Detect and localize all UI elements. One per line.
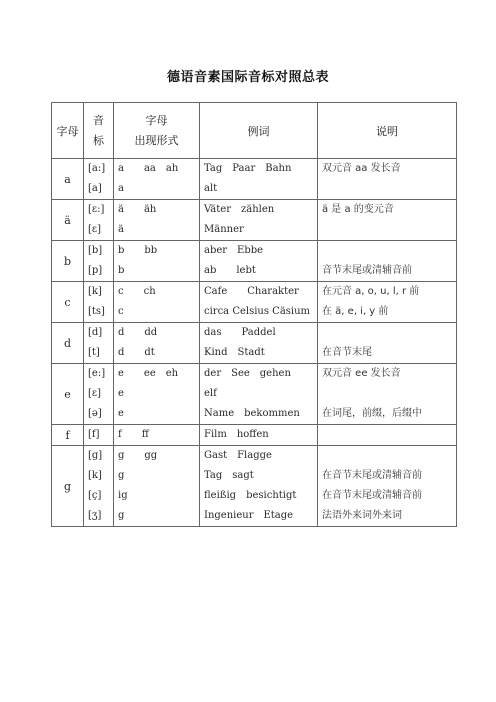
header-ipa-line: 标	[93, 133, 104, 147]
ipa-line: [ʒ]	[88, 510, 102, 521]
forms-line: b bb	[118, 245, 158, 256]
table-row	[52, 425, 457, 446]
example-line: Film hoffen	[204, 429, 269, 440]
note-line: 在元音 a, o, u, l, r 前	[322, 286, 420, 297]
example-line: elf	[204, 388, 217, 399]
ipa-cell	[84, 323, 114, 364]
note-line	[318, 323, 456, 343]
example-line: Ingenieur Etage	[204, 510, 294, 521]
letter-cell: d	[52, 323, 84, 364]
forms-line: e	[118, 408, 124, 419]
letter-cell: b	[52, 241, 84, 282]
examples-cell	[200, 364, 318, 425]
ipa-line: [a:]	[88, 163, 106, 174]
header-examples: 例词	[200, 103, 318, 159]
ipa-cell	[84, 425, 114, 446]
note-line	[318, 384, 456, 404]
forms-line: g	[118, 470, 125, 481]
ipa-cell	[84, 159, 114, 200]
ipa-line: [ɛ:]	[88, 204, 105, 215]
ipa-line: [g]	[88, 450, 103, 461]
example-line: circa Celsius Cäsium	[204, 306, 311, 317]
ipa-line: [ts]	[88, 306, 105, 317]
example-line: Männer	[204, 224, 244, 235]
example-line: das Paddel	[204, 327, 276, 338]
letter-cell: f	[52, 425, 84, 446]
ipa-cell	[84, 446, 114, 527]
note-line: 在音节末尾	[322, 347, 372, 358]
ipa-line: [ɛ]	[88, 388, 101, 399]
example-line: Tag sagt	[204, 470, 254, 481]
notes-cell	[318, 241, 457, 282]
note-line: 在词尾，前缀，后缀中	[322, 408, 422, 419]
example-line: Name bekommen	[204, 408, 300, 419]
ipa-line: [b]	[88, 245, 103, 256]
header-row	[52, 103, 457, 159]
examples-cell	[200, 446, 318, 527]
page-title: 德语音素国际音标对照总表	[166, 70, 329, 85]
forms-cell	[114, 241, 200, 282]
notes-cell	[318, 425, 457, 446]
example-line: alt	[204, 183, 218, 194]
forms-cell	[114, 159, 200, 200]
letter-cell: c	[52, 282, 84, 323]
header-ipa-line: 音	[93, 113, 104, 127]
note-line	[318, 425, 456, 445]
forms-line: e	[118, 388, 124, 399]
example-line: Gast Flagge	[204, 450, 272, 461]
table-row	[52, 446, 457, 527]
forms-cell	[114, 200, 200, 241]
forms-line: ä äh	[118, 204, 157, 215]
ipa-line: [k]	[88, 470, 102, 481]
ipa-line: [k]	[88, 286, 102, 297]
ipa-line: [e:]	[88, 368, 106, 379]
example-line: fleißig besichtigt	[204, 490, 297, 501]
table-row	[52, 200, 457, 241]
forms-cell	[114, 425, 200, 446]
forms-line: d dd	[118, 327, 158, 338]
ipa-line: [t]	[88, 347, 100, 358]
note-line	[318, 446, 456, 466]
note-line: 在 ä, e, i, y 前	[322, 306, 389, 317]
letter-cell: ä	[52, 200, 84, 241]
examples-cell	[200, 425, 318, 446]
forms-cell	[114, 446, 200, 527]
letter-cell: e	[52, 364, 84, 425]
table-row	[52, 364, 457, 425]
note-line: 在音节末尾或清辅音前	[322, 470, 422, 481]
forms-line: a	[118, 183, 124, 194]
note-line	[318, 241, 456, 261]
forms-line: ig	[118, 490, 128, 501]
ipa-cell	[84, 241, 114, 282]
example-line: ab lebt	[204, 265, 256, 276]
letter-cell: a	[52, 159, 84, 200]
examples-cell	[200, 282, 318, 323]
header-ipa	[84, 103, 114, 159]
ipa-line: [ə]	[88, 408, 102, 419]
forms-line: a aa ah	[118, 163, 179, 174]
forms-line: b	[118, 265, 125, 276]
letter-cell: g	[52, 446, 84, 527]
forms-line: e ee eh	[118, 368, 179, 379]
table-row	[52, 282, 457, 323]
header-forms	[114, 103, 200, 159]
ipa-line: [f]	[88, 429, 100, 440]
forms-line: ä	[118, 224, 124, 235]
header-forms-line: 出现形式	[134, 133, 179, 147]
notes-cell	[318, 323, 457, 364]
note-line: 法语外来词外来词	[322, 510, 402, 521]
notes-cell	[318, 159, 457, 200]
notes-cell	[318, 282, 457, 323]
examples-cell	[200, 323, 318, 364]
ipa-line: [p]	[88, 265, 103, 276]
forms-cell	[114, 282, 200, 323]
forms-line: c ch	[118, 286, 156, 297]
forms-line: f ff	[118, 429, 149, 440]
header-notes: 说明	[318, 103, 457, 159]
example-line: Cafe Charakter	[204, 286, 299, 297]
example-line: der See gehen	[204, 368, 291, 379]
forms-line: g gg	[118, 450, 158, 461]
forms-cell	[114, 364, 200, 425]
ipa-line: [d]	[88, 327, 103, 338]
example-line: aber Ebbe	[204, 245, 264, 256]
ipa-line: [ɛ]	[88, 224, 101, 235]
note-line: 音节末尾或清辅音前	[322, 265, 412, 276]
header-letter: 字母	[52, 103, 84, 159]
table-row	[52, 159, 457, 200]
ipa-line: [ç]	[88, 490, 102, 501]
note-line	[318, 220, 456, 240]
example-line: Kind Stadt	[204, 347, 265, 358]
ipa-line: [a]	[88, 183, 102, 194]
note-line: 在音节末尾或清辅音前	[322, 490, 422, 501]
examples-cell	[200, 159, 318, 200]
example-line: Tag Paar Bahn	[204, 163, 292, 174]
table-row	[52, 323, 457, 364]
phoneme-table	[51, 102, 457, 527]
note-line: 双元音 aa 发长音	[322, 163, 401, 174]
forms-cell	[114, 323, 200, 364]
note-line: ä 是 a 的变元音	[322, 204, 394, 215]
notes-cell	[318, 446, 457, 527]
ipa-cell	[84, 200, 114, 241]
note-line: 双元音 ee 发长音	[322, 368, 401, 379]
examples-cell	[200, 200, 318, 241]
examples-cell	[200, 241, 318, 282]
ipa-cell	[84, 282, 114, 323]
ipa-cell	[84, 364, 114, 425]
notes-cell	[318, 200, 457, 241]
table-row	[52, 241, 457, 282]
note-line	[318, 179, 456, 199]
header-forms-line: 字母	[145, 113, 168, 127]
example-line: Väter zählen	[204, 204, 275, 215]
notes-cell	[318, 364, 457, 425]
forms-line: d dt	[118, 347, 155, 358]
forms-line: c	[118, 306, 124, 317]
forms-line: g	[118, 510, 125, 521]
